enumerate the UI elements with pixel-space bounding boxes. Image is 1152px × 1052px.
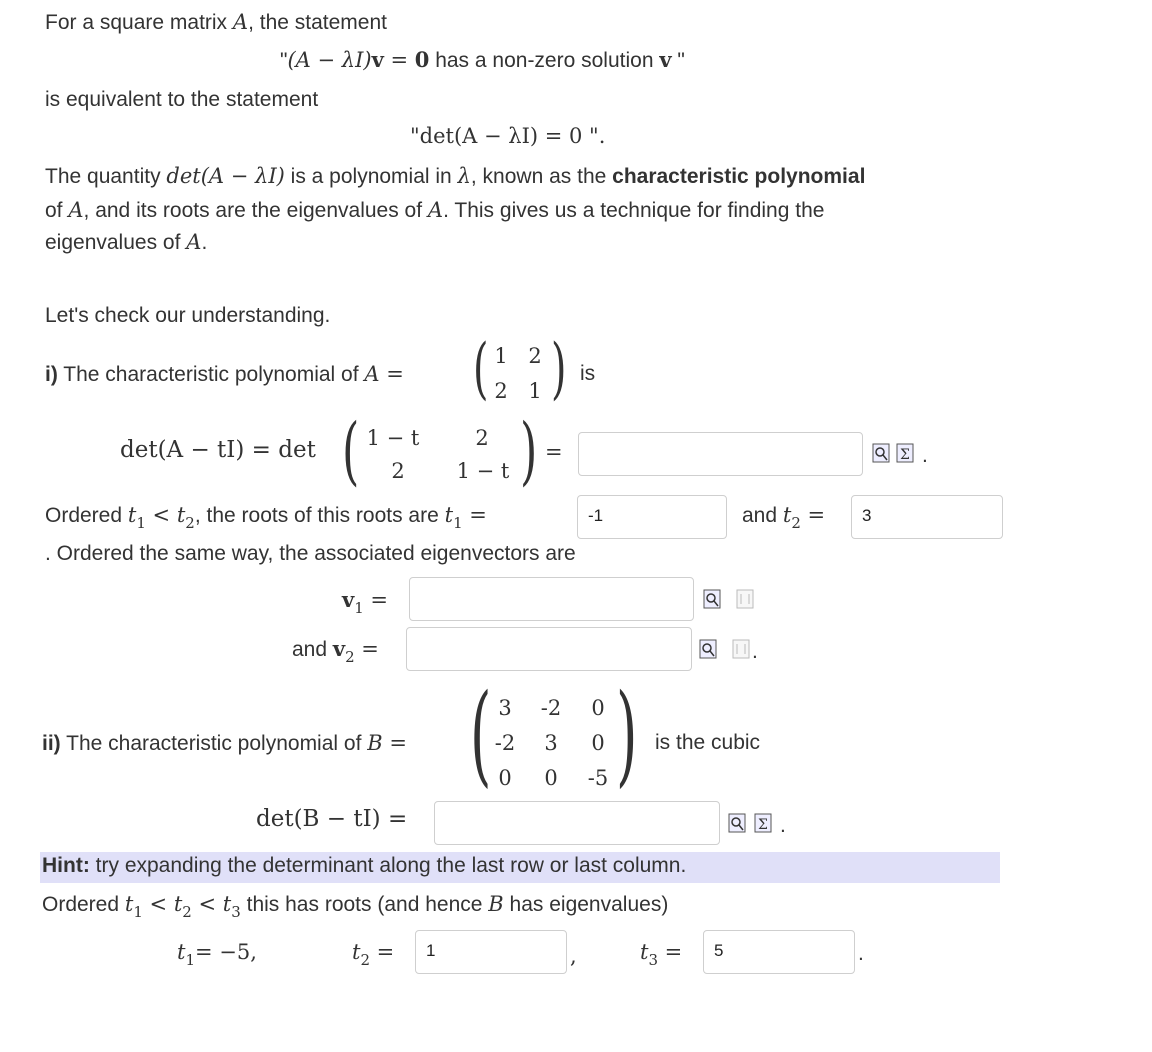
intro-paragraph-line1: The quantity det(A − λI) is a polynomial in λ, known as the characteristic polynomial — [45, 164, 866, 188]
matrix-A: ( 1 2 2 1 ) — [473, 330, 567, 407]
matrix-B-cell: 0 — [591, 696, 605, 720]
check-heading: Let's check our understanding. — [45, 304, 331, 327]
matrix-editor-icon[interactable] — [732, 639, 750, 659]
matrix-editor-icon[interactable] — [736, 589, 754, 609]
preview-icon[interactable] — [728, 813, 746, 833]
statement-1: "(A − λI)v = 0 has a non-zero solution v " — [280, 47, 685, 72]
matrix-B-cell: 0 — [498, 766, 512, 790]
matrix-A-cell: 2 — [528, 344, 542, 368]
period: . — [752, 640, 758, 663]
t2-input-b[interactable]: 1 — [415, 930, 567, 974]
matrix-B-cell: 3 — [498, 696, 512, 720]
preview-icon[interactable] — [703, 589, 721, 609]
matrix-cell: 1 − t — [456, 459, 510, 483]
t1-display: $t_1= -5$, — [177, 940, 257, 969]
matrix-B-cell: -2 — [540, 696, 562, 720]
matrix-cell: 1 − t — [366, 426, 420, 450]
det-B-lhs: det(B − tI) = — [256, 806, 408, 832]
period: . — [922, 444, 928, 467]
v2-input[interactable] — [406, 627, 692, 671]
roots-sentence: Ordered $t_1 < t_2$, the roots of this roots are $t_1$ = — [45, 503, 487, 532]
char-poly-B-input[interactable] — [434, 801, 720, 845]
part2-question: ii) The characteristic polynomial of B = — [42, 731, 407, 755]
eigenvector-sentence: . Ordered the same way, the associated eigenvectors are — [45, 542, 576, 565]
intro-paragraph-line2: of A, and its roots are the eigenvalues of A. This gives us a technique for finding the — [45, 198, 825, 222]
t2-label-b: $t_2$ = — [352, 940, 395, 969]
hint-text: Hint: try expanding the determinant along the last row or last column. — [42, 854, 687, 877]
equation-editor-icon[interactable] — [754, 813, 772, 833]
period: . — [780, 814, 786, 837]
intro-line1: For a square matrix A, the statement — [45, 10, 387, 34]
equation-editor-icon[interactable] — [896, 443, 914, 463]
det-A-lhs: det(A − tI) = det — [120, 437, 316, 463]
t2-label: and $t_2$ = — [742, 503, 826, 532]
part1-is: is — [580, 362, 596, 385]
comma: , — [570, 944, 577, 968]
matrix-B-cell: 0 — [544, 766, 558, 790]
intro-line3: is equivalent to the statement — [45, 88, 319, 111]
matrix-A-cell: 2 — [494, 379, 508, 403]
matrix-B-cell: -5 — [587, 766, 609, 790]
preview-icon[interactable] — [872, 443, 890, 463]
t2-input[interactable]: 3 — [851, 495, 1003, 539]
svg-text:Σ: Σ — [758, 817, 768, 833]
v1-label: $v_1$ = — [342, 587, 389, 617]
cubic-label: is the cubic — [655, 731, 761, 754]
svg-text:Σ: Σ — [900, 447, 910, 463]
matrix-cell: 2 — [391, 459, 405, 483]
matrix-B-cell: 0 — [591, 731, 605, 755]
part1-question: i) The characteristic polynomial of A = — [45, 362, 404, 386]
t1-input[interactable]: -1 — [577, 495, 727, 539]
v2-label: and $v_2$ = — [292, 636, 379, 666]
equals: = — [545, 440, 563, 464]
matrix-A-cell: 1 — [528, 379, 542, 403]
char-poly-A-input[interactable] — [578, 432, 863, 476]
preview-icon[interactable] — [699, 639, 717, 659]
period: . — [858, 942, 864, 965]
v1-input[interactable] — [409, 577, 694, 621]
t3-input[interactable]: 5 — [703, 930, 855, 974]
statement-2: "det(A − λI) = 0 ". — [410, 124, 606, 148]
matrix-A-minus-tI: ( 1 − t 2 2 1 − t ) — [342, 408, 538, 494]
t3-label: $t_3$ = — [640, 940, 683, 969]
matrix-A-cell: 1 — [494, 344, 508, 368]
matrix-B-cell: 3 — [544, 731, 558, 755]
matrix-B-cell: -2 — [494, 731, 516, 755]
intro-paragraph-line3: eigenvalues of A. — [45, 230, 208, 254]
order-sentence: Ordered $t_1 < t_2 < t_3$ this has roots (and hence B has eigenvalues) — [42, 892, 669, 921]
matrix-cell: 2 — [475, 426, 489, 450]
matrix-B: ( 3 -2 0 -2 3 0 0 0 -5 ) — [470, 670, 638, 798]
